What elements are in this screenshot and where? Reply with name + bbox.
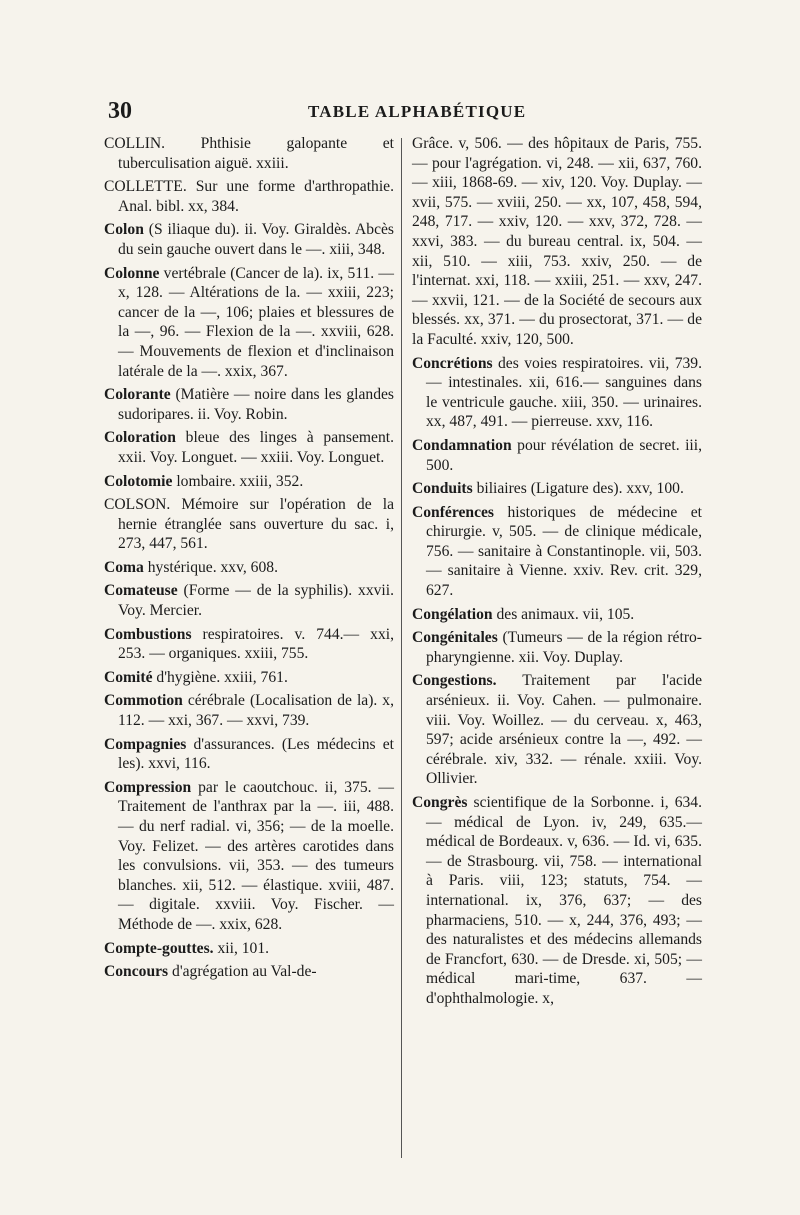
entry-headword: COLLIN. bbox=[104, 135, 166, 152]
index-entry bbox=[104, 385, 394, 424]
entry-headword: COLLETTE. bbox=[104, 178, 187, 196]
entry-text: Sur une forme d'arthropathie. Anal. bibl. xx, 384. bbox=[118, 178, 394, 215]
column-divider bbox=[401, 138, 402, 1158]
entry-headword: Comité bbox=[104, 668, 153, 686]
entry-text: scientifique de la Sorbonne. i, 634. — médical de Lyon. iv, 249, 635.— médical de Bordeaux. v, 636. — Id. vi, 635. — de Strasbourg. vii, 758. — international à Paris. viii, 123; statuts, 754. — international. ix, 376, 637; — des pharmaciens, 510. — x, 244, 376, 493; — des naturalistes et des médecins allemands de Francfort, 630. — de Dresde. xi, 505; — médical mari-time, 637. — d'ophthalmologie. x, bbox=[426, 794, 702, 1007]
entry-text: d'assurances. (Les médecins et les). xxvi, 116. bbox=[118, 735, 394, 773]
index-entry bbox=[104, 495, 394, 554]
entry-headword: Conférences bbox=[412, 503, 494, 521]
index-entry bbox=[104, 735, 394, 774]
index-entry bbox=[104, 581, 394, 620]
index-entry bbox=[412, 628, 702, 667]
entry-headword: Commotion bbox=[104, 692, 183, 710]
entry-headword: Conduits bbox=[412, 480, 473, 498]
entry-headword: Congélation bbox=[412, 605, 493, 623]
index-entry bbox=[412, 354, 702, 432]
index-entry bbox=[104, 668, 394, 688]
entry-text: des voies respiratoires. vii, 739. — intestinales. xii, 616.— sanguines dans le ventricule gauche. xiii, 350. — urinaires. xx, 487, 491. — pierreuse. xxv, 116. bbox=[426, 354, 702, 431]
index-entry bbox=[104, 472, 394, 492]
entry-headword: Concours bbox=[104, 963, 169, 981]
entry-text: d'agrégation au Val-de- bbox=[168, 963, 317, 981]
index-entry bbox=[412, 134, 702, 350]
entry-text: (Forme — de la syphilis). xxvii. Voy. Mercier. bbox=[118, 582, 394, 620]
entry-headword: Coloration bbox=[104, 429, 176, 447]
entry-text: pour révélation de secret. iii, 500. bbox=[426, 436, 702, 474]
index-entry bbox=[412, 605, 702, 625]
running-title: TABLE ALPHABÉTIQUE bbox=[308, 102, 527, 121]
entry-headword: COLSON. bbox=[104, 496, 171, 514]
entry-headword: Combustions bbox=[104, 625, 192, 643]
entry-headword: Comateuse bbox=[104, 582, 178, 600]
entry-text: (Matière — noire dans les glandes sudoripares. ii. Voy. Robin. bbox=[118, 386, 394, 423]
right-column bbox=[412, 134, 702, 1013]
entry-headword: Compagnies bbox=[104, 735, 187, 753]
entry-headword: Compression bbox=[104, 778, 192, 796]
entry-headword: Colon bbox=[104, 221, 144, 239]
entry-text: Traitement par l'acide arsénieux. ii. Voy. Cahen. — pulmonaire. viii. Voy. Woillez. — du cerveau. x, 463, 597; acide arsénieux contre la —, 492. — cérébrale. xiv, 332. — rénale. xxiii. Voy. Ollivier. bbox=[426, 672, 702, 788]
index-entry bbox=[412, 479, 702, 499]
entry-text: respiratoires. v. 744.— xxi, 253. — organiques. xxiii, 755. bbox=[118, 625, 394, 663]
entry-text: Mémoire sur l'opération de la hernie étranglée sans ouverture du sac. i, 273, 447, 561. bbox=[118, 496, 394, 553]
index-entry bbox=[412, 436, 702, 475]
entry-text: par le caoutchouc. ii, 375. — Traitement de l'anthrax par la —. iii, 488. — du nerf radial. vi, 356; — de la moelle. Voy. Felizet. — des artères carotides dans les convulsions. vii, 353. — des tumeurs blanches. xii, 512. — élastique. xviii, 487. — digitale. xxviii. Voy. Fischer. — Méthode de —. xxix, 628. bbox=[118, 778, 394, 933]
entry-headword: Coma bbox=[104, 558, 144, 576]
index-entry bbox=[104, 428, 394, 467]
entry-text: d'hygiène. xxiii, 761. bbox=[152, 668, 288, 686]
entry-headword: Congrès bbox=[412, 794, 468, 811]
index-entry bbox=[412, 671, 702, 789]
page-number: 30 bbox=[108, 98, 132, 124]
index-entry bbox=[104, 177, 394, 216]
entry-text: xii, 101. bbox=[213, 939, 270, 957]
entry-text: des animaux. vii, 105. bbox=[492, 605, 635, 623]
entry-headword: Congestions. bbox=[412, 672, 497, 690]
index-entry bbox=[104, 558, 394, 578]
entry-headword: Colotomie bbox=[104, 472, 173, 490]
entry-headword: Congénitales bbox=[412, 629, 498, 647]
entry-text: hystérique. xxv, 608. bbox=[143, 558, 278, 576]
entry-headword: Condamnation bbox=[412, 436, 512, 454]
index-entry bbox=[104, 220, 394, 259]
entry-text: lombaire. xxiii, 352. bbox=[172, 472, 304, 490]
index-entry bbox=[104, 939, 394, 959]
entry-text: biliaires (Ligature des). xxv, 100. bbox=[472, 480, 684, 498]
entry-text: cérébrale (Localisation de la). x, 112. — xxi, 367. — xxvi, 739. bbox=[118, 692, 394, 730]
entry-text: (Tumeurs — de la région rétro-pharyngienne. xii. Voy. Duplay. bbox=[426, 629, 702, 666]
index-entry bbox=[104, 625, 394, 664]
entry-text: Phthisie galopante et tuberculisation aiguë. xxiii. bbox=[118, 135, 394, 172]
entry-text: bleue des linges à pansement. xxii. Voy. Longuet. — xxiii. Voy. Longuet. bbox=[118, 429, 394, 466]
index-entry bbox=[104, 691, 394, 730]
index-entry bbox=[412, 503, 702, 601]
index-entry bbox=[104, 264, 394, 382]
index-entry bbox=[104, 962, 394, 982]
left-column bbox=[104, 134, 394, 986]
index-entry bbox=[104, 778, 394, 935]
index-entry bbox=[412, 793, 702, 1009]
entry-text: Grâce. v, 506. — des hôpitaux de Paris, 755. — pour l'agrégation. vi, 248. — xii, 637, 760. — xiii, 1868-69. — xiv, 120. Voy. Duplay. — xvii, 575. — xviii, 250. — xx, 107, 458, 594, 248, 717. — xxiv, 120. — xxv, 372, 728. — xxvi, 383. — du bureau central. ix, 504. — xii, 510. — xiii, 753. xxiv, 250. — de l'internat. xxi, 118. — xxiii, 251. — xxv, 247.— xxvii, 121. — de la Société de secours aux blessés. xx, 371. — du prosectorat, 371. — de la Faculté. xxiv, 120, 500. bbox=[412, 135, 702, 348]
entry-headword: Concrétions bbox=[412, 354, 493, 372]
entry-text: historiques de médecine et chirurgie. v, 505. — de clinique médicale, 756. — sanitaire à Constantinople. vii, 503. — sanitaire à Vienne. xxiv. Rev. crit. 329, 627. bbox=[426, 503, 702, 600]
entry-headword: Colorante bbox=[104, 386, 171, 404]
entry-headword: Compte-gouttes. bbox=[104, 939, 214, 957]
entry-headword: Colonne bbox=[104, 264, 160, 282]
page-header bbox=[108, 98, 708, 128]
entry-text: vertébrale (Cancer de la). ix, 511. — x, 128. — Altérations de la. — xxiii, 223; cancer de la —, 106; plaies et blessures de la —, 96. — Flexion de la —. xxviii, 628. — Mouvements de flexion et d'inclinaison latérale de la —. xxix, 367. bbox=[118, 264, 394, 380]
index-entry bbox=[104, 134, 394, 173]
entry-text: (S iliaque du). ii. Voy. Giraldès. Abcès du sein gauche ouvert dans le —. xiii, 348. bbox=[118, 221, 394, 258]
